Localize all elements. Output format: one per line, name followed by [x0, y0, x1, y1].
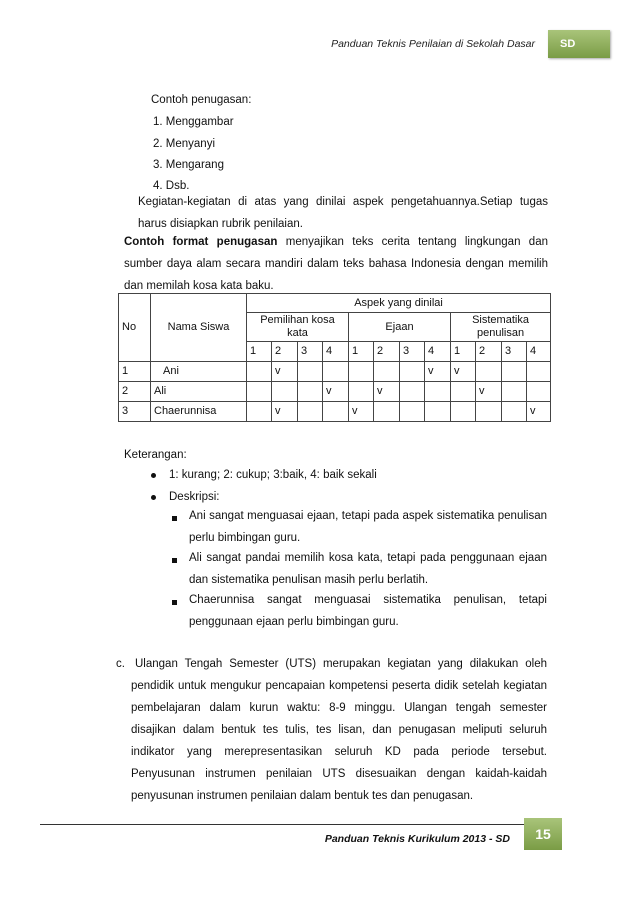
table-row — [119, 362, 551, 382]
contoh-item: 2. Menyanyi — [153, 138, 216, 150]
square-bullet-icon — [172, 600, 177, 605]
header-group-ejaan: Ejaan — [349, 313, 451, 342]
score-header: 4 — [527, 342, 551, 362]
score-header: 4 — [323, 342, 349, 362]
header-aspek: Aspek yang dinilai — [247, 294, 551, 313]
cell-mark — [374, 362, 400, 382]
contoh-item: 3. Mengarang — [153, 159, 224, 171]
cell-name: Chaerunnisa — [151, 402, 247, 422]
paragraph-rest: menyajikan teks cerita tentang lingkungan dan sumber daya alam secara mandiri dalam teks bahasa Indonesia dengan memilih dan memilah kosa kata baku. — [124, 236, 548, 292]
contoh-item: 4. Dsb. — [153, 180, 190, 192]
score-header: 2 — [272, 342, 298, 362]
section-c-label: c. — [116, 658, 125, 670]
score-header: 1 — [349, 342, 374, 362]
cell-mark — [247, 402, 272, 422]
cell-mark — [298, 382, 323, 402]
square-bullet-icon — [172, 516, 177, 521]
cell-mark — [451, 382, 476, 402]
cell-mark — [272, 382, 298, 402]
deskripsi-chaerunnisa: Chaerunnisa sangat menguasai sistematika penulisan, tetapi penggunaan ejaan perlu bimbingan guru. — [189, 594, 547, 628]
paragraph-contoh-format — [124, 231, 548, 297]
cell-mark: v — [476, 382, 502, 402]
section-c-text: Ulangan Tengah Semester (UTS) merupakan kegiatan yang dilakukan oleh pendidik untuk mengukur pencapaian kompetensi peserta didik setelah kegiatan pembelajaran dalam kurun waktu: 8-9 minggu. Ulangan tengah semester disajikan dalam bentuk tes tulis, tes lisan, dan penugasan meliputi seluruh indikator yang merepresentasikan seluruh KD pada periode tersebut. Penyusunan instrumen penilaian UTS disesuaikan dengan kaidah-kaidah penyusunan instrumen penilaian dalam bentuk tes dan penugasan. — [131, 658, 547, 802]
table-row — [119, 382, 551, 402]
score-header: 2 — [374, 342, 400, 362]
keterangan-skala: 1: kurang; 2: cukup; 3:baik, 4: baik sekali — [169, 469, 377, 481]
score-header: 4 — [425, 342, 451, 362]
cell-no: 2 — [119, 382, 151, 402]
cell-mark — [298, 362, 323, 382]
cell-mark — [527, 382, 551, 402]
keterangan-heading: Keterangan: — [124, 449, 187, 461]
bullet-icon — [151, 473, 156, 478]
page-number: 15 — [524, 818, 562, 850]
header-title: Panduan Teknis Penilaian di Sekolah Dasar — [331, 38, 535, 50]
cell-mark — [400, 402, 425, 422]
bold-term: Contoh format penugasan — [124, 236, 278, 248]
score-header: 1 — [451, 342, 476, 362]
cell-mark — [502, 362, 527, 382]
table-row — [119, 402, 551, 422]
header-group-sistematika: Sistematika penulisan — [451, 313, 551, 342]
cell-mark — [527, 362, 551, 382]
cell-mark — [425, 402, 451, 422]
deskripsi-ali: Ali sangat pandai memilih kosa kata, tetapi pada penggunaan ejaan dan sistematika penulisan masih perlu berlatih. — [189, 552, 547, 586]
cell-no: 1 — [119, 362, 151, 382]
keterangan-deskripsi: Deskripsi: — [169, 491, 220, 503]
cell-mark: v — [323, 382, 349, 402]
cell-mark — [349, 382, 374, 402]
paragraph-kegiatan: Kegiatan-kegiatan di atas yang dinilai aspek pengetahuannya.Setiap tugas harus disiapkan rubrik penilaian. — [138, 196, 548, 230]
assessment-table — [118, 293, 551, 422]
cell-mark: v — [425, 362, 451, 382]
cell-no: 3 — [119, 402, 151, 422]
deskripsi-ani: Ani sangat menguasai ejaan, tetapi pada aspek sistematika penulisan perlu bimbingan guru. — [189, 510, 547, 544]
contoh-heading: Contoh penugasan: — [151, 94, 252, 106]
cell-mark: v — [374, 382, 400, 402]
cell-mark — [247, 382, 272, 402]
score-header: 3 — [400, 342, 425, 362]
footer-divider — [40, 824, 525, 825]
bullet-icon — [151, 495, 156, 500]
cell-mark: v — [272, 362, 298, 382]
cell-mark — [400, 382, 425, 402]
header-badge: SD — [548, 30, 610, 58]
cell-name: Ali — [151, 382, 247, 402]
cell-mark — [349, 362, 374, 382]
cell-mark — [476, 402, 502, 422]
square-bullet-icon — [172, 558, 177, 563]
cell-mark: v — [451, 362, 476, 382]
cell-mark — [374, 402, 400, 422]
cell-mark — [298, 402, 323, 422]
header-nama-siswa: Nama Siswa — [151, 294, 247, 362]
footer-title: Panduan Teknis Kurikulum 2013 - SD — [324, 833, 510, 845]
cell-mark — [451, 402, 476, 422]
cell-mark — [323, 362, 349, 382]
score-header: 2 — [476, 342, 502, 362]
score-header: 1 — [247, 342, 272, 362]
cell-name: Ani — [151, 362, 247, 382]
cell-mark — [425, 382, 451, 402]
cell-mark: v — [272, 402, 298, 422]
score-header: 3 — [298, 342, 323, 362]
cell-mark — [502, 402, 527, 422]
cell-mark: v — [527, 402, 551, 422]
contoh-item: 1. Menggambar — [153, 116, 234, 128]
cell-mark — [476, 362, 502, 382]
cell-mark — [323, 402, 349, 422]
cell-mark — [247, 362, 272, 382]
header-no: No — [119, 294, 151, 362]
header-group-kosa-kata: Pemilihan kosa kata — [247, 313, 349, 342]
score-header: 3 — [502, 342, 527, 362]
cell-mark — [502, 382, 527, 402]
cell-mark: v — [349, 402, 374, 422]
cell-mark — [400, 362, 425, 382]
